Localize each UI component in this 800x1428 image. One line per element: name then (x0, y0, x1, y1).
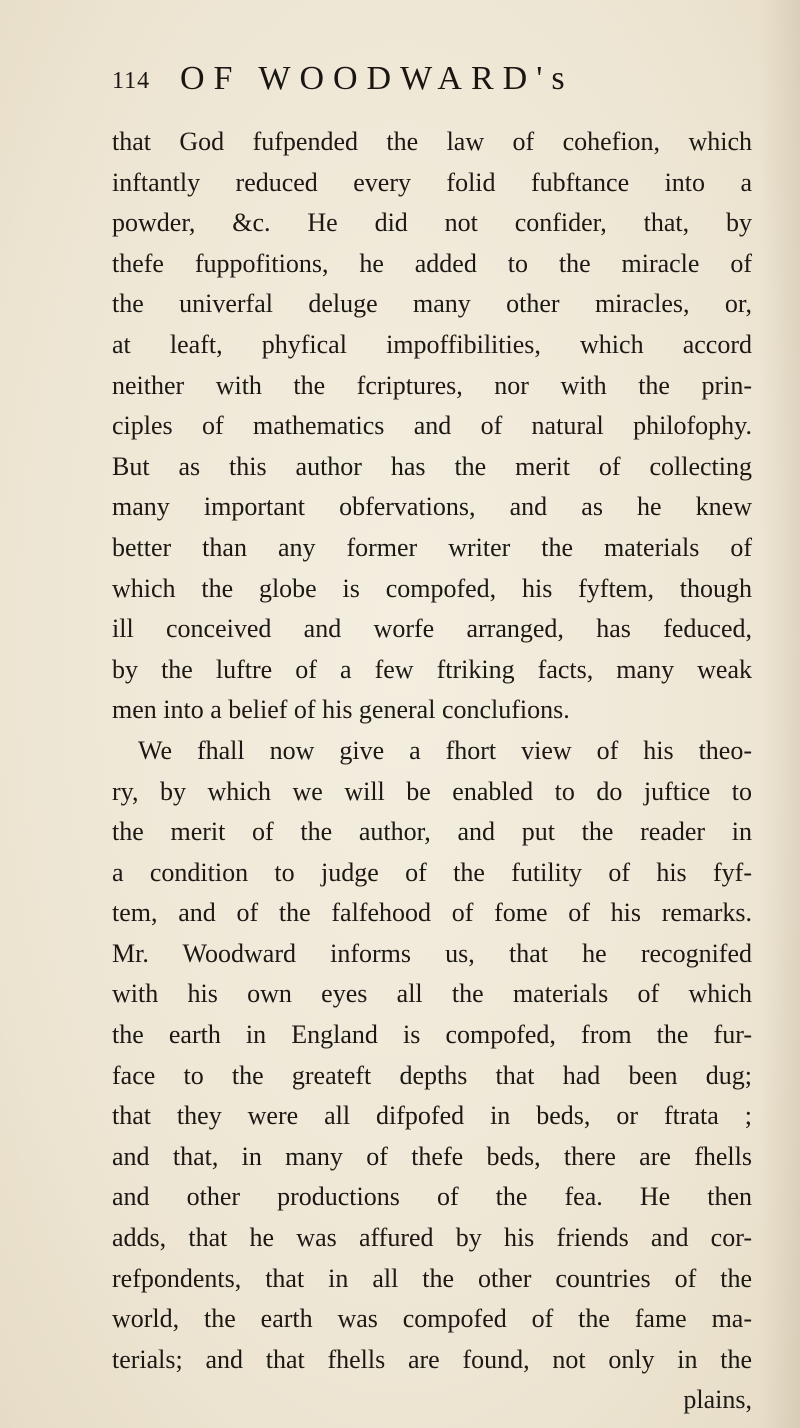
page-number: 114 (112, 68, 151, 94)
text-line: powder, &c. He did not confider, that, by (112, 208, 752, 238)
catchword: plains, (683, 1385, 752, 1415)
text-line: which the globe is compofed, his fyftem, though (112, 573, 752, 603)
text-line: But as this author has the merit of collecting (112, 451, 752, 481)
running-head (112, 60, 752, 104)
text-line: adds, that he was affured by his friends and cor- (112, 1223, 752, 1253)
text-line: thefe fuppofitions, he added to the miracle of (112, 248, 752, 278)
text-line: with his own eyes all the materials of which (112, 979, 752, 1009)
text-line: many important obfervations, and as he knew (112, 492, 752, 522)
text-line: that they were all difpofed in beds, or ftrata ; (112, 1101, 752, 1131)
text-line: Mr. Woodward informs us, that he recognifed (112, 938, 752, 968)
text-line: ill conceived and worfe arranged, has feduced, (112, 614, 752, 644)
text-line: better than any former writer the materials of (112, 532, 752, 562)
text-line: refpondents, that in all the other countries of the (112, 1263, 752, 1293)
text-line: ry, by which we will be enabled to do juftice to (112, 776, 752, 806)
text-line: the univerfal deluge many other miracles, or, (112, 289, 752, 319)
text-line: face to the greateft depths that had been dug; (112, 1060, 752, 1090)
text-line: men into a belief of his general conclufions. (112, 695, 570, 725)
text-line: by the luftre of a few ftriking facts, many weak (112, 654, 752, 684)
text-line: inftantly reduced every folid fubftance into a (112, 167, 752, 197)
text-line: terials; and that fhells are found, not only in the (112, 1344, 752, 1374)
text-line: neither with the fcriptures, nor with the prin- (112, 370, 752, 400)
text-line: and other productions of the fea. He then (112, 1182, 752, 1212)
text-line: the earth in England is compofed, from the fur- (112, 1020, 752, 1050)
text-line: at leaft, phyfical impoffibilities, which accord (112, 329, 752, 359)
running-title: OF WOODWARD's (180, 60, 574, 97)
text-line: that God fufpended the law of cohefion, which (112, 127, 752, 156)
body-text (112, 122, 752, 1421)
text-line: ciples of mathematics and of natural philofophy. (112, 411, 752, 441)
catchword-line (112, 1380, 752, 1421)
text-line: world, the earth was compofed of the fame ma- (112, 1304, 752, 1334)
text-line: a condition to judge of the futility of his fyf- (112, 857, 752, 887)
text-line: We fhall now give a fhort view of his theo- (138, 735, 752, 765)
text-line: and that, in many of thefe beds, there are fhells (112, 1141, 752, 1171)
text-line: the merit of the author, and put the reader in (112, 817, 752, 847)
text-line: tem, and of the falfehood of fome of his remarks. (112, 898, 752, 928)
